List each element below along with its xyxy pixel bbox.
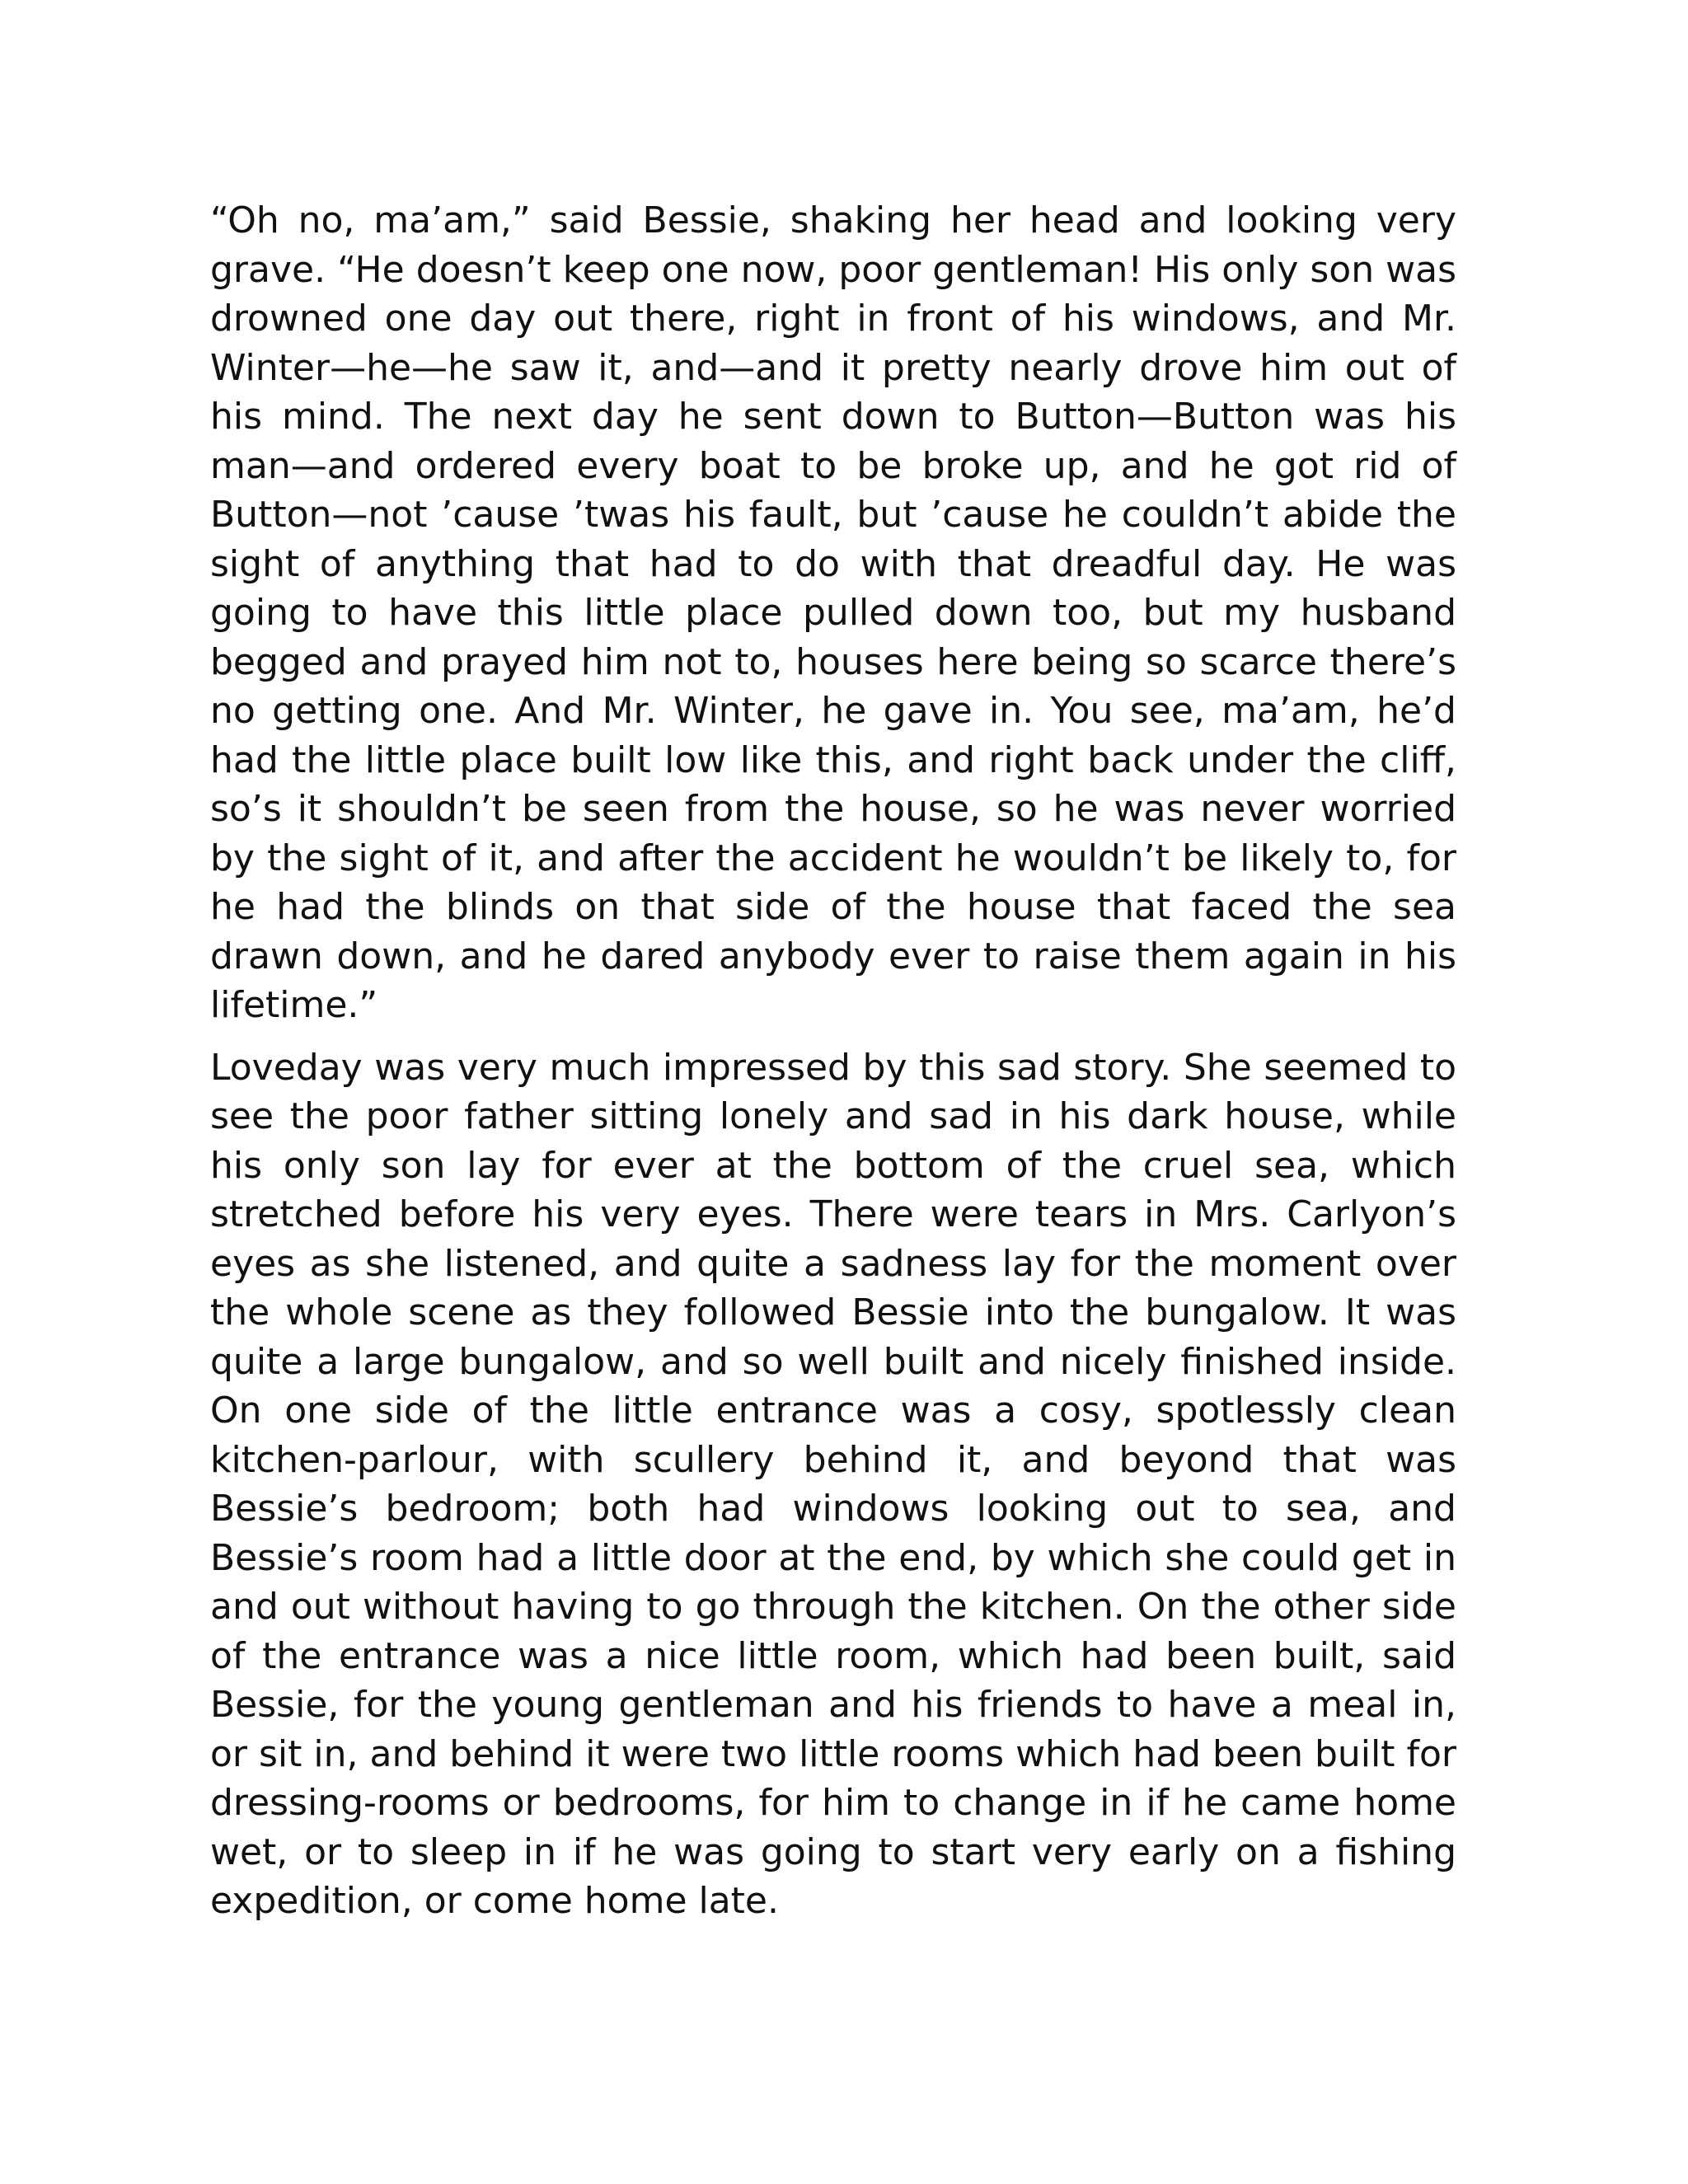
paragraph-1: “Oh no, ma’am,” said Bessie, shaking her head and looking very grave. “He doesn’t keep one now, poor gentleman! His only son was drowned one day out there, right in front of his windows, and Mr. Winter—he—he saw it, and—and it pretty nearly drove him out of his mind. The next day he sent down to Button—Button was his man—and ordered every boat to be broke up, and he got rid of Button—not ’cause ’twas his fault, but ’cause he couldn’t abide the sight of anything that had to do with that dreadful day. He was going to have this little place pulled down too, but my husband begged and prayed him not to, houses here being so scarce there’s no getting one. And Mr. Winter, he gave in. You see, ma’am, he’d had the little place built low like this, and right back under the cliff, so’s it shouldn’t be seen from the house, so he was never worried by the sight of it, and after the accident he wouldn’t be likely to, for he had the blinds on that side of the house that faced the sea drawn down, and he dared anybody ever to raise them again in his lifetime.” (210, 199, 1456, 1026)
paragraph-2: Loveday was very much impressed by this sad story. She seemed to see the poor father sitting lonely and sad in his dark house, while his only son lay for ever at the bottom of the cruel sea, which stretched before his very eyes. There were tears in Mrs. Carlyon’s eyes as she listened, and quite a sadness lay for the moment over the whole scene as they followed Bessie into the bungalow. It was quite a large bungalow, and so well built and nicely finished inside. On one side of the little entrance was a cosy, spotlessly clean kitchen-parlour, with scullery behind it, and beyond that was Bessie’s bedroom; both had windows looking out to sea, and Bessie’s room had a little door at the end, by which she could get in and out without having to go through the kitchen. On the other side of the entrance was a nice little room, which had been built, said Bessie, for the young gentleman and his friends to have a meal in, or sit in, and behind it were two little rooms which had been built for dressing-rooms or bedrooms, for him to change in if he came home wet, or to sleep in if he was going to start very early on a fishing expedition, or come home late. (210, 1046, 1456, 1922)
page-body (210, 196, 1456, 1939)
